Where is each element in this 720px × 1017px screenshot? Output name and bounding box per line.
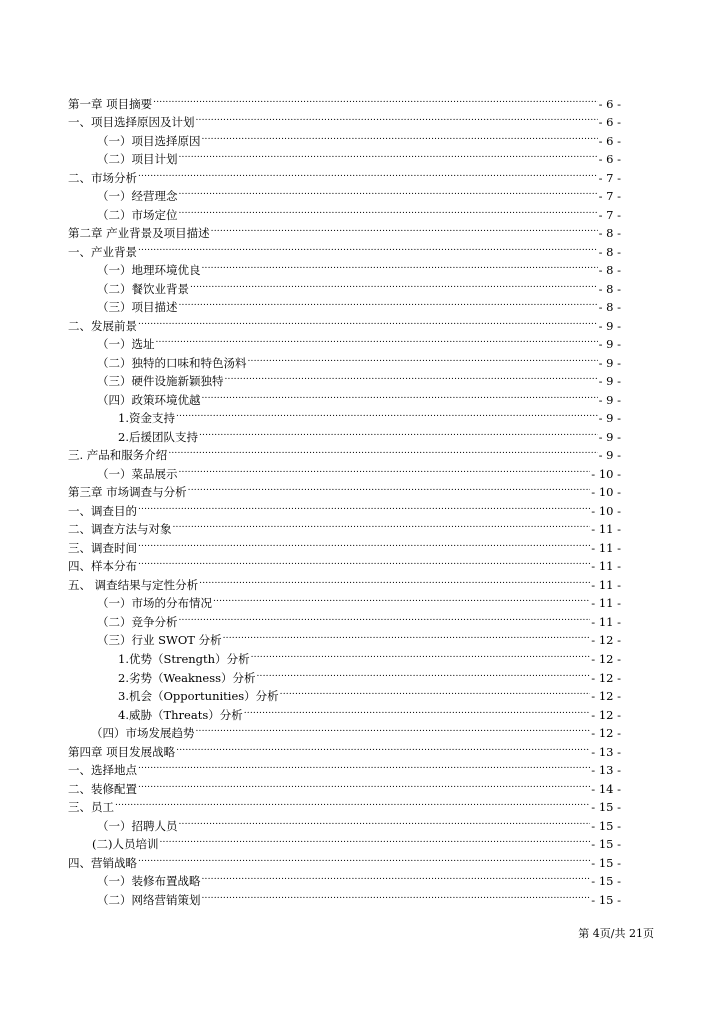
toc-entry-page-number: - 9 - xyxy=(598,374,621,389)
toc-entry-title: （一）菜品展示 xyxy=(97,466,178,481)
toc-entry-title: （一）地理环境优良 xyxy=(97,263,201,278)
toc-entry-page-number: - 8 - xyxy=(598,263,621,278)
toc-entry-page-number: - 15 - xyxy=(591,800,621,815)
toc-dot-leader xyxy=(138,163,598,182)
toc-entry-page-number: - 8 - xyxy=(598,244,621,259)
toc-entry-title: （一）选址 xyxy=(97,337,155,352)
toc-dot-leader xyxy=(202,126,598,145)
toc-dot-leader xyxy=(202,867,591,886)
toc-entry-page-number: - 9 - xyxy=(598,355,621,370)
toc-entry-title: 一、产业背景 xyxy=(68,244,137,259)
toc-dot-leader xyxy=(168,441,597,460)
toc-entry-title: 第三章 市场调查与分析 xyxy=(68,485,187,500)
toc-entry-title: 第四章 项目发展战略 xyxy=(68,744,176,759)
toc-entry-title: 一、选择地点 xyxy=(68,763,137,778)
toc-entry-page-number: - 9 - xyxy=(598,448,621,463)
toc-dot-leader xyxy=(179,459,591,478)
toc-entry-page-number: - 8 - xyxy=(598,300,621,315)
toc-entry-title: 3.机会（Opportunities）分析 xyxy=(118,689,279,704)
toc-dot-leader xyxy=(188,478,591,497)
toc-entry[interactable] xyxy=(68,793,621,815)
toc-entry-title: 二、调查方法与对象 xyxy=(68,522,172,537)
toc-entry-page-number: - 11 - xyxy=(591,577,621,592)
toc-entry-title: 三、员工 xyxy=(68,800,114,815)
toc-entry-page-number: - 12 - xyxy=(591,670,621,685)
toc-dot-leader xyxy=(173,515,591,534)
toc-dot-leader xyxy=(138,774,590,793)
toc-dot-leader xyxy=(211,219,598,238)
toc-dot-leader xyxy=(244,700,591,719)
toc-dot-leader xyxy=(138,756,590,775)
toc-entry-title: （四）政策环境优越 xyxy=(97,392,201,407)
toc-entry-page-number: - 8 - xyxy=(598,281,621,296)
toc-entry-title: （二）市场定位 xyxy=(97,207,178,222)
toc-entry-title: 第二章 产业背景及项目描述 xyxy=(68,226,210,241)
toc-entry-title: 五、 调查结果与定性分析 xyxy=(68,577,199,592)
toc-entry-title: 三、调查时间 xyxy=(68,540,137,555)
toc-entry-page-number: - 9 - xyxy=(598,337,621,352)
toc-entry-page-number: - 11 - xyxy=(591,559,621,574)
toc-entry-title: 二、市场分析 xyxy=(68,170,137,185)
toc-entry-page-number: - 9 - xyxy=(598,429,621,444)
toc-entry-page-number: - 11 - xyxy=(591,614,621,629)
toc-entry-page-number: - 7 - xyxy=(598,207,621,222)
toc-entry[interactable] xyxy=(68,515,621,537)
toc-dot-leader xyxy=(138,496,590,515)
toc-dot-leader xyxy=(179,200,598,219)
toc-dot-leader xyxy=(179,293,598,312)
toc-entry-title: （二）项目计划 xyxy=(97,152,178,167)
toc-entry-page-number: - 13 - xyxy=(591,744,621,759)
toc-entry-title: （三）行业 SWOT 分析 xyxy=(97,633,222,648)
toc-dot-leader xyxy=(280,682,591,701)
page-footer: 第 4页/共 21页 xyxy=(578,927,654,940)
toc-dot-leader xyxy=(179,607,591,626)
toc-entry[interactable] xyxy=(68,848,621,870)
toc-entry-title: （一）经营理念 xyxy=(97,189,178,204)
toc-entry-page-number: - 15 - xyxy=(591,874,621,889)
toc-entry-page-number: - 8 - xyxy=(598,226,621,241)
toc-entry-page-number: - 10 - xyxy=(591,503,621,518)
toc-dot-leader xyxy=(196,108,598,127)
toc-dot-leader xyxy=(179,811,591,830)
toc-entry-page-number: - 10 - xyxy=(591,466,621,481)
toc-entry-page-number: - 14 - xyxy=(591,781,621,796)
toc-entry[interactable] xyxy=(68,237,621,259)
toc-entry-page-number: - 15 - xyxy=(591,818,621,833)
toc-entry-title: 一、调查目的 xyxy=(68,503,137,518)
toc-entry-title: （一）项目选择原因 xyxy=(97,133,201,148)
toc-entry-title: 2.后援团队支持 xyxy=(118,429,198,444)
toc-entry[interactable] xyxy=(68,867,621,889)
toc-entry-page-number: - 11 - xyxy=(591,540,621,555)
toc-entry-page-number: - 12 - xyxy=(591,633,621,648)
toc-entry-page-number: - 10 - xyxy=(591,485,621,500)
toc-entry[interactable] xyxy=(68,330,621,352)
toc-entry[interactable] xyxy=(68,811,621,833)
toc-dot-leader xyxy=(179,182,598,201)
toc-entry-title: （二）竞争分析 xyxy=(97,614,178,629)
toc-dot-leader xyxy=(115,793,590,812)
toc-dot-leader xyxy=(138,237,598,256)
toc-dot-leader xyxy=(156,330,598,349)
toc-entry[interactable] xyxy=(68,570,621,592)
toc-entry-page-number: - 6 - xyxy=(598,115,621,130)
toc-entry-title: 1.资金支持 xyxy=(118,411,175,426)
toc-dot-leader xyxy=(248,348,598,367)
toc-entry-page-number: - 12 - xyxy=(591,689,621,704)
toc-entry-title: （一）招聘人员 xyxy=(97,818,178,833)
toc-entry[interactable] xyxy=(68,496,621,518)
toc-dot-leader xyxy=(153,89,597,108)
toc-dot-leader xyxy=(251,644,591,663)
toc-dot-leader xyxy=(176,737,590,756)
toc-entry[interactable] xyxy=(68,311,621,333)
toc-entry-page-number: - 12 - xyxy=(591,726,621,741)
toc-dot-leader xyxy=(179,145,598,164)
toc-entry-page-number: - 13 - xyxy=(591,763,621,778)
toc-entry[interactable] xyxy=(68,552,621,574)
toc-dot-leader xyxy=(138,552,590,571)
toc-dot-leader xyxy=(138,311,598,330)
toc-entry-title: （一）装修布置战略 xyxy=(97,874,201,889)
toc-entry-title: （三）项目描述 xyxy=(97,300,178,315)
toc-dot-leader xyxy=(138,848,590,867)
toc-entry[interactable] xyxy=(68,774,621,796)
toc-entry-title: 三. 产品和服务介绍 xyxy=(68,448,168,463)
toc-entry-title: （一）市场的分布情况 xyxy=(97,596,212,611)
toc-dot-leader xyxy=(202,256,598,275)
toc-dot-leader xyxy=(257,663,591,682)
toc-entry-title: 4.威胁（Threats）分析 xyxy=(118,707,243,722)
toc-entry[interactable] xyxy=(68,163,621,185)
toc-entry-page-number: - 15 - xyxy=(591,837,621,852)
toc-entry-page-number: - 7 - xyxy=(598,170,621,185)
toc-entry[interactable] xyxy=(68,89,621,111)
toc-entry-page-number: - 6 - xyxy=(598,96,621,111)
toc-entry[interactable] xyxy=(68,756,621,778)
toc-entry-title: 第一章 项目摘要 xyxy=(68,96,153,111)
toc-entry-page-number: - 9 - xyxy=(598,392,621,407)
toc-entry-title: 2.劣势（Weakness）分析 xyxy=(118,670,256,685)
toc-entry-page-number: - 15 - xyxy=(591,892,621,907)
toc-entry[interactable] xyxy=(68,182,621,204)
toc-dot-leader xyxy=(202,385,598,404)
toc-dot-leader xyxy=(213,589,590,608)
toc-entry[interactable] xyxy=(68,256,621,278)
toc-entry[interactable] xyxy=(68,533,621,555)
toc-entry-title: 四、样本分布 xyxy=(68,559,137,574)
toc-entry-title: （二）网络营销策划 xyxy=(97,892,201,907)
toc-entry-page-number: - 9 - xyxy=(598,318,621,333)
toc-entry-title: （二）独特的口味和特色汤料 xyxy=(97,355,247,370)
toc-entry-title: 二、装修配置 xyxy=(68,781,137,796)
toc-dot-leader xyxy=(190,274,598,293)
toc-entry-page-number: - 9 - xyxy=(598,411,621,426)
toc-entry-title: (二)人员培训 xyxy=(92,837,159,852)
toc-entry-page-number: - 12 - xyxy=(591,707,621,722)
toc-entry-page-number: - 11 - xyxy=(591,596,621,611)
toc-entry-title: 二、发展前景 xyxy=(68,318,137,333)
toc-entry-title: 一、项目选择原因及计划 xyxy=(68,115,195,130)
toc-dot-leader xyxy=(199,422,598,441)
toc-entry-page-number: - 7 - xyxy=(598,189,621,204)
toc-dot-leader xyxy=(225,367,598,386)
toc-dot-leader xyxy=(159,830,590,849)
toc-entry-page-number: - 6 - xyxy=(598,133,621,148)
toc-dot-leader xyxy=(202,885,591,904)
toc-entry-page-number: - 6 - xyxy=(598,152,621,167)
toc-entry-page-number: - 15 - xyxy=(591,855,621,870)
toc-entry-title: （三）硬件设施新颖独特 xyxy=(97,374,224,389)
table-of-contents xyxy=(68,89,621,907)
toc-entry-page-number: - 11 - xyxy=(591,522,621,537)
toc-dot-leader xyxy=(199,570,590,589)
toc-entry-title: （四）市场发展趋势 xyxy=(91,726,195,741)
toc-dot-leader xyxy=(223,626,591,645)
toc-entry-page-number: - 12 - xyxy=(591,651,621,666)
toc-dot-leader xyxy=(138,533,590,552)
toc-entry-title: （二）餐饮业背景 xyxy=(97,281,189,296)
toc-entry-title: 1.优势（Strength）分析 xyxy=(118,651,250,666)
toc-dot-leader xyxy=(176,404,598,423)
toc-entry-title: 四、营销战略 xyxy=(68,855,137,870)
toc-dot-leader xyxy=(196,719,591,738)
